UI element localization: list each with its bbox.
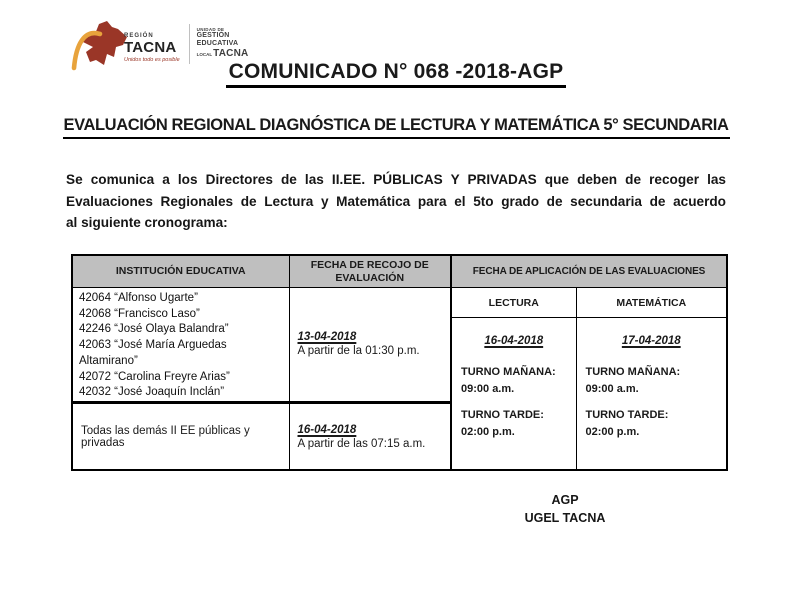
ugel-line-gestion: GESTIÓN (196, 32, 230, 39)
cell-instituciones-grupo2: Todas las demás II EE públicas y privadas (72, 402, 289, 470)
school-item: 42068 “Francisco Laso” (79, 307, 200, 320)
recojo-fecha-1: 13-04-2018 (297, 331, 357, 344)
ugel-line-unidad: UNIDAD DE (196, 27, 225, 32)
school-item: 42064 “Alfonso Ugarte” (79, 292, 198, 304)
school-item: 42246 “José Olaya Balandra” (79, 323, 229, 336)
ugel-tacna-label: TACNA (213, 47, 249, 59)
paragraph-line-3: al siguiente cronograma: (66, 215, 228, 230)
comunicado-title: COMUNICADO N° 068 -2018-AGP (226, 60, 567, 88)
school-item: 42072 “Carolina Freyre Arias” (79, 370, 230, 383)
ugel-local-label: LOCAL (196, 51, 213, 57)
header-fecha-aplicacion: FECHA DE APLICACIÓN DE LAS EVALUACIONES (451, 255, 727, 288)
matematica-turno-tarde-label: TURNO TARDE: (585, 409, 669, 421)
cell-aplicacion-lectura (451, 318, 576, 471)
matematica-turno-manana-label: TURNO MAÑANA: (585, 366, 681, 378)
cell-recojo-grupo1 (289, 288, 451, 403)
lectura-turno-manana-hora: 09:00 a.m. (461, 383, 515, 395)
recojo-fecha-2: 16-04-2018 (297, 423, 357, 436)
signature-block (495, 492, 635, 527)
school-item: 42063 “José María Arguedas Altamirano” (79, 339, 227, 367)
region-label: REGIÓN (124, 33, 154, 39)
lectura-fecha: 16-04-2018 (484, 335, 544, 347)
paragraph-line-1: Se comunica a los Directores de las II.EE. PÚBLICAS Y PRIVADAS que deben de recoger las (66, 172, 726, 187)
table-subheader-row (72, 288, 727, 318)
lectura-turno-manana-label: TURNO MAÑANA: (461, 366, 556, 378)
school-item: 42032 “José Joaquín Inclán” (79, 386, 225, 399)
header-fecha-recojo: FECHA DE RECOJO DE EVALUACIÓN (289, 255, 451, 288)
cell-aplicacion-matematica (576, 318, 727, 471)
lectura-turno-tarde-label: TURNO TARDE: (461, 409, 544, 421)
cell-instituciones-grupo1 (72, 288, 289, 403)
evaluation-subtitle: EVALUACIÓN REGIONAL DIAGNÓSTICA DE LECTURA Y MATEMÁTICA 5° SECUNDARIA (63, 116, 730, 139)
signature-agp: AGP (551, 493, 579, 507)
paragraph-line-2: Evaluaciones Regionales de Lectura y Matemática para el 5to grado de secundaria de acuerdo (66, 193, 726, 209)
lectura-turno-tarde-hora: 02:00 p.m. (461, 426, 515, 438)
schedule-table (71, 254, 728, 471)
cell-recojo-grupo2 (289, 402, 451, 470)
table-header-row (72, 255, 727, 288)
ugel-line-local-tacna (197, 48, 249, 59)
subheader-matematica: MATEMÁTICA (576, 288, 727, 318)
region-logo-text (124, 33, 180, 63)
matematica-turno-tarde-hora: 02:00 p.m. (585, 426, 640, 438)
ugel-line-educativa: EDUCATIVA (196, 39, 239, 47)
region-tagline: Unidos todo es posible (124, 56, 180, 63)
announcement-paragraph (66, 169, 726, 234)
header-institucion: INSTITUCIÓN EDUCATIVA (72, 255, 289, 288)
recojo-detalle-2: A partir de las 07:15 a.m. (297, 437, 426, 450)
matematica-fecha: 17-04-2018 (621, 335, 681, 347)
recojo-detalle-1: A partir de la 01:30 p.m. (297, 345, 420, 358)
comunicado-title-row (0, 60, 792, 88)
subheader-lectura: LECTURA (451, 288, 576, 318)
ugel-logo-text (197, 27, 249, 59)
matematica-turno-manana-hora: 09:00 a.m. (585, 383, 639, 395)
logo-divider (189, 24, 190, 64)
region-name: TACNA (124, 39, 177, 56)
evaluation-subtitle-row (0, 116, 792, 139)
signature-ugel-tacna: UGEL TACNA (524, 510, 606, 525)
